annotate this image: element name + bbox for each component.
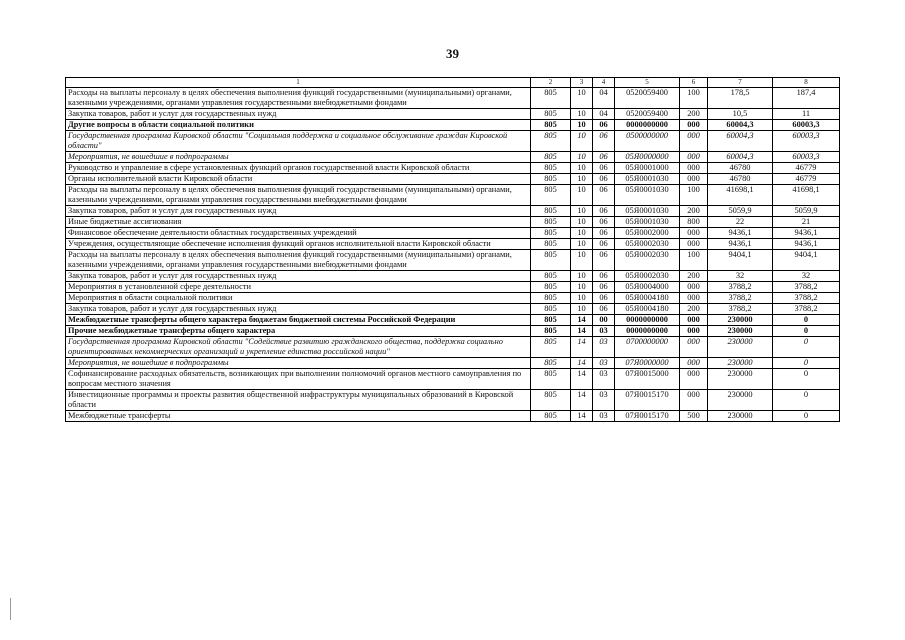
row-value-year-1: 230000: [708, 411, 773, 422]
row-value-year-2: 32: [773, 271, 840, 282]
row-target-article: 0500000000: [615, 131, 680, 152]
row-expense-type: 100: [680, 250, 708, 271]
row-name: Учреждения, осуществляющие обеспечение исполнения функций органов исполнительной власти Кировской области: [66, 239, 531, 250]
header-cell: 2: [531, 78, 571, 88]
row-name: Мероприятия в установленной сфере деятельности: [66, 282, 531, 293]
row-expense-type: 000: [680, 152, 708, 163]
table-row: [66, 239, 840, 250]
row-ministry-code: 805: [531, 337, 571, 358]
row-value-year-2: 0: [773, 315, 840, 326]
row-value-year-2: 21: [773, 217, 840, 228]
table-row: [66, 390, 840, 411]
row-section: 10: [571, 304, 593, 315]
row-subsection: 03: [593, 411, 615, 422]
table-row: [66, 163, 840, 174]
row-value-year-1: 46780: [708, 174, 773, 185]
table-row: [66, 109, 840, 120]
row-name: Межбюджетные трансферты: [66, 411, 531, 422]
page-number: 39: [446, 46, 459, 61]
row-name: Государственная программа Кировской области "Социальная поддержка и социальное обслуживание граждан Кировской области": [66, 131, 531, 152]
row-section: 10: [571, 120, 593, 131]
header-cell: 8: [773, 78, 840, 88]
table-row: [66, 304, 840, 315]
row-expense-type: 000: [680, 390, 708, 411]
row-target-article: 07Я0015000: [615, 369, 680, 390]
row-value-year-1: 10,5: [708, 109, 773, 120]
row-ministry-code: 805: [531, 228, 571, 239]
row-expense-type: 000: [680, 282, 708, 293]
row-ministry-code: 805: [531, 88, 571, 109]
row-value-year-1: 230000: [708, 315, 773, 326]
row-expense-type: 200: [680, 271, 708, 282]
row-name: Расходы на выплаты персоналу в целях обеспечения выполнения функций государственными (муниципальными) органами, казенными учреждениями, органами управления государственными внебюджетными фондами: [66, 250, 531, 271]
row-value-year-1: 3788,2: [708, 304, 773, 315]
row-value-year-2: 60003,3: [773, 152, 840, 163]
row-name: Государственная программа Кировской области "Содействие развитию гражданского общества, поддержка социально ориентированных некоммерческих организаций и укрепление единства российской нации": [66, 337, 531, 358]
row-expense-type: 200: [680, 304, 708, 315]
table-row: [66, 228, 840, 239]
row-section: 10: [571, 282, 593, 293]
row-section: 10: [571, 174, 593, 185]
row-target-article: 05Я0002030: [615, 239, 680, 250]
row-section: 14: [571, 369, 593, 390]
header-cell: 4: [593, 78, 615, 88]
row-value-year-1: 22: [708, 217, 773, 228]
row-ministry-code: 805: [531, 120, 571, 131]
row-value-year-1: 46780: [708, 163, 773, 174]
table-row: [66, 337, 840, 358]
row-expense-type: 000: [680, 369, 708, 390]
row-target-article: 07Я0015170: [615, 411, 680, 422]
row-name: Финансовое обеспечение деятельности областных государственных учреждений: [66, 228, 531, 239]
row-ministry-code: 805: [531, 174, 571, 185]
header-cell: 3: [571, 78, 593, 88]
row-ministry-code: 805: [531, 304, 571, 315]
row-target-article: 05Я0002030: [615, 250, 680, 271]
row-value-year-1: 178,5: [708, 88, 773, 109]
row-expense-type: 000: [680, 120, 708, 131]
header-cell: 5: [615, 78, 680, 88]
row-target-article: 05Я0000000: [615, 152, 680, 163]
row-name: Расходы на выплаты персоналу в целях обеспечения выполнения функций государственными (муниципальными) органами, казенными учреждениями, органами управления государственными внебюджетными фондами: [66, 185, 531, 206]
row-ministry-code: 805: [531, 369, 571, 390]
row-ministry-code: 805: [531, 358, 571, 369]
row-ministry-code: 805: [531, 163, 571, 174]
row-section: 10: [571, 293, 593, 304]
row-value-year-2: 9436,1: [773, 239, 840, 250]
row-value-year-1: 9404,1: [708, 250, 773, 271]
budget-table: [65, 77, 840, 422]
row-subsection: 06: [593, 271, 615, 282]
row-subsection: 04: [593, 88, 615, 109]
row-section: 10: [571, 131, 593, 152]
row-subsection: 03: [593, 369, 615, 390]
row-subsection: 06: [593, 250, 615, 271]
row-expense-type: 000: [680, 315, 708, 326]
row-ministry-code: 805: [531, 217, 571, 228]
row-section: 10: [571, 185, 593, 206]
row-value-year-1: 230000: [708, 337, 773, 358]
table-row: [66, 120, 840, 131]
row-subsection: 06: [593, 228, 615, 239]
row-name: Закупка товаров, работ и услуг для государственных нужд: [66, 109, 531, 120]
row-target-article: 0000000000: [615, 315, 680, 326]
table-row: [66, 282, 840, 293]
header-cell: 7: [708, 78, 773, 88]
row-section: 14: [571, 337, 593, 358]
row-name: Расходы на выплаты персоналу в целях обеспечения выполнения функций государственными (муниципальными) органами, казенными учреждениями, органами управления государственными внебюджетными фондами: [66, 88, 531, 109]
row-value-year-2: 3788,2: [773, 304, 840, 315]
row-section: 10: [571, 217, 593, 228]
row-target-article: 05Я0001030: [615, 185, 680, 206]
row-name: Мероприятия, не вошедшие в подпрограммы: [66, 152, 531, 163]
table-row: [66, 250, 840, 271]
row-value-year-2: 11: [773, 109, 840, 120]
row-name: Мероприятия, не вошедшие в подпрограммы: [66, 358, 531, 369]
row-target-article: 0520059400: [615, 109, 680, 120]
row-target-article: 0000000000: [615, 120, 680, 131]
table-row: [66, 411, 840, 422]
row-value-year-2: 60003,3: [773, 120, 840, 131]
row-target-article: 05Я0002030: [615, 271, 680, 282]
row-value-year-2: 9404,1: [773, 250, 840, 271]
row-subsection: 06: [593, 304, 615, 315]
table-row: [66, 315, 840, 326]
table-row: [66, 369, 840, 390]
row-value-year-1: 230000: [708, 358, 773, 369]
row-value-year-2: 3788,2: [773, 293, 840, 304]
row-ministry-code: 805: [531, 315, 571, 326]
row-ministry-code: 805: [531, 411, 571, 422]
row-ministry-code: 805: [531, 271, 571, 282]
row-section: 10: [571, 109, 593, 120]
row-value-year-2: 46779: [773, 163, 840, 174]
row-value-year-2: 0: [773, 390, 840, 411]
row-subsection: 03: [593, 358, 615, 369]
row-section: 10: [571, 239, 593, 250]
row-name: Инвестиционные программы и проекты развития общественной инфраструктуры муниципальных образований в Кировской области: [66, 390, 531, 411]
row-expense-type: 000: [680, 358, 708, 369]
row-expense-type: 100: [680, 88, 708, 109]
row-section: 14: [571, 326, 593, 337]
row-section: 14: [571, 411, 593, 422]
row-ministry-code: 805: [531, 250, 571, 271]
table-row: [66, 131, 840, 152]
row-expense-type: 000: [680, 239, 708, 250]
row-value-year-1: 230000: [708, 390, 773, 411]
row-section: 10: [571, 206, 593, 217]
row-value-year-2: 3788,2: [773, 282, 840, 293]
row-name: Закупка товаров, работ и услуг для государственных нужд: [66, 271, 531, 282]
row-subsection: 03: [593, 326, 615, 337]
table-header-row: [66, 78, 840, 88]
row-section: 14: [571, 390, 593, 411]
row-value-year-2: 0: [773, 411, 840, 422]
row-name: Органы исполнительной власти Кировской области: [66, 174, 531, 185]
row-expense-type: 000: [680, 163, 708, 174]
row-target-article: 05Я0002000: [615, 228, 680, 239]
table-row: [66, 185, 840, 206]
row-name: Иные бюджетные ассигнования: [66, 217, 531, 228]
row-expense-type: 000: [680, 228, 708, 239]
row-subsection: 04: [593, 109, 615, 120]
row-value-year-1: 230000: [708, 369, 773, 390]
row-ministry-code: 805: [531, 293, 571, 304]
row-target-article: 05Я0004180: [615, 293, 680, 304]
row-section: 10: [571, 250, 593, 271]
table-row: [66, 271, 840, 282]
row-value-year-2: 41698,1: [773, 185, 840, 206]
row-value-year-1: 60004,3: [708, 120, 773, 131]
row-ministry-code: 805: [531, 282, 571, 293]
row-target-article: 07Я0015170: [615, 390, 680, 411]
row-value-year-1: 9436,1: [708, 239, 773, 250]
row-expense-type: 000: [680, 337, 708, 358]
row-ministry-code: 805: [531, 109, 571, 120]
table-row: [66, 358, 840, 369]
row-subsection: 06: [593, 217, 615, 228]
row-value-year-2: 5059,9: [773, 206, 840, 217]
row-subsection: 06: [593, 120, 615, 131]
row-subsection: 06: [593, 174, 615, 185]
row-ministry-code: 805: [531, 152, 571, 163]
row-ministry-code: 805: [531, 206, 571, 217]
row-value-year-1: 3788,2: [708, 282, 773, 293]
row-name: Софинансирование расходных обязательств, возникающих при выполнении полномочий органов местного самоуправления по вопросам местного значения: [66, 369, 531, 390]
row-ministry-code: 805: [531, 185, 571, 206]
row-subsection: 06: [593, 185, 615, 206]
row-subsection: 06: [593, 282, 615, 293]
row-value-year-1: 3788,2: [708, 293, 773, 304]
row-value-year-1: 9436,1: [708, 228, 773, 239]
row-value-year-2: 9436,1: [773, 228, 840, 239]
row-value-year-1: 60004,3: [708, 152, 773, 163]
row-name: Мероприятия в области социальной политики: [66, 293, 531, 304]
row-section: 10: [571, 271, 593, 282]
row-ministry-code: 805: [531, 326, 571, 337]
row-target-article: 0000000000: [615, 326, 680, 337]
row-target-article: 05Я0001030: [615, 206, 680, 217]
row-subsection: 06: [593, 293, 615, 304]
row-target-article: 0520059400: [615, 88, 680, 109]
row-value-year-1: 41698,1: [708, 185, 773, 206]
row-subsection: 06: [593, 206, 615, 217]
row-subsection: 00: [593, 315, 615, 326]
row-expense-type: 800: [680, 217, 708, 228]
row-ministry-code: 805: [531, 131, 571, 152]
row-value-year-2: 0: [773, 358, 840, 369]
row-ministry-code: 805: [531, 239, 571, 250]
row-value-year-1: 5059,9: [708, 206, 773, 217]
row-target-article: 05Я0001030: [615, 217, 680, 228]
row-section: 10: [571, 163, 593, 174]
header-cell: 6: [680, 78, 708, 88]
row-expense-type: 500: [680, 411, 708, 422]
row-target-article: 07Я0000000: [615, 358, 680, 369]
row-target-article: 05Я0001000: [615, 163, 680, 174]
row-section: 14: [571, 358, 593, 369]
row-value-year-2: 0: [773, 369, 840, 390]
row-name: Другие вопросы в области социальной политики: [66, 120, 531, 131]
table-row: [66, 326, 840, 337]
row-value-year-1: 32: [708, 271, 773, 282]
table-row: [66, 174, 840, 185]
row-subsection: 06: [593, 239, 615, 250]
row-value-year-2: 46779: [773, 174, 840, 185]
row-name: Прочие межбюджетные трансферты общего характера: [66, 326, 531, 337]
row-expense-type: 000: [680, 326, 708, 337]
header-cell: 1: [66, 78, 531, 88]
row-section: 10: [571, 228, 593, 239]
row-ministry-code: 805: [531, 390, 571, 411]
row-expense-type: 000: [680, 293, 708, 304]
row-expense-type: 200: [680, 109, 708, 120]
row-name: Руководство и управление в сфере установленных функций органов государственной власти Кировской области: [66, 163, 531, 174]
table-row: [66, 293, 840, 304]
row-section: 10: [571, 88, 593, 109]
row-expense-type: 100: [680, 185, 708, 206]
row-name: Закупка товаров, работ и услуг для государственных нужд: [66, 304, 531, 315]
row-expense-type: 000: [680, 131, 708, 152]
table-row: [66, 152, 840, 163]
row-target-article: 05Я0004180: [615, 304, 680, 315]
row-section: 10: [571, 152, 593, 163]
row-value-year-2: 0: [773, 326, 840, 337]
row-subsection: 03: [593, 337, 615, 358]
scan-edge-mark: [10, 598, 11, 620]
row-target-article: 05Я0004000: [615, 282, 680, 293]
row-value-year-1: 60004,3: [708, 131, 773, 152]
row-subsection: 06: [593, 131, 615, 152]
row-value-year-2: 0: [773, 337, 840, 358]
row-section: 14: [571, 315, 593, 326]
table-row: [66, 88, 840, 109]
row-target-article: 0700000000: [615, 337, 680, 358]
row-subsection: 06: [593, 152, 615, 163]
row-target-article: 05Я0001030: [615, 174, 680, 185]
row-value-year-1: 230000: [708, 326, 773, 337]
row-value-year-2: 187,4: [773, 88, 840, 109]
row-name: Межбюджетные трансферты общего характера бюджетам бюджетной системы Российской Федерации: [66, 315, 531, 326]
row-subsection: 03: [593, 390, 615, 411]
table-row: [66, 217, 840, 228]
table-row: [66, 206, 840, 217]
row-value-year-2: 60003,3: [773, 131, 840, 152]
row-expense-type: 200: [680, 206, 708, 217]
row-subsection: 06: [593, 163, 615, 174]
row-name: Закупка товаров, работ и услуг для государственных нужд: [66, 206, 531, 217]
row-expense-type: 000: [680, 174, 708, 185]
